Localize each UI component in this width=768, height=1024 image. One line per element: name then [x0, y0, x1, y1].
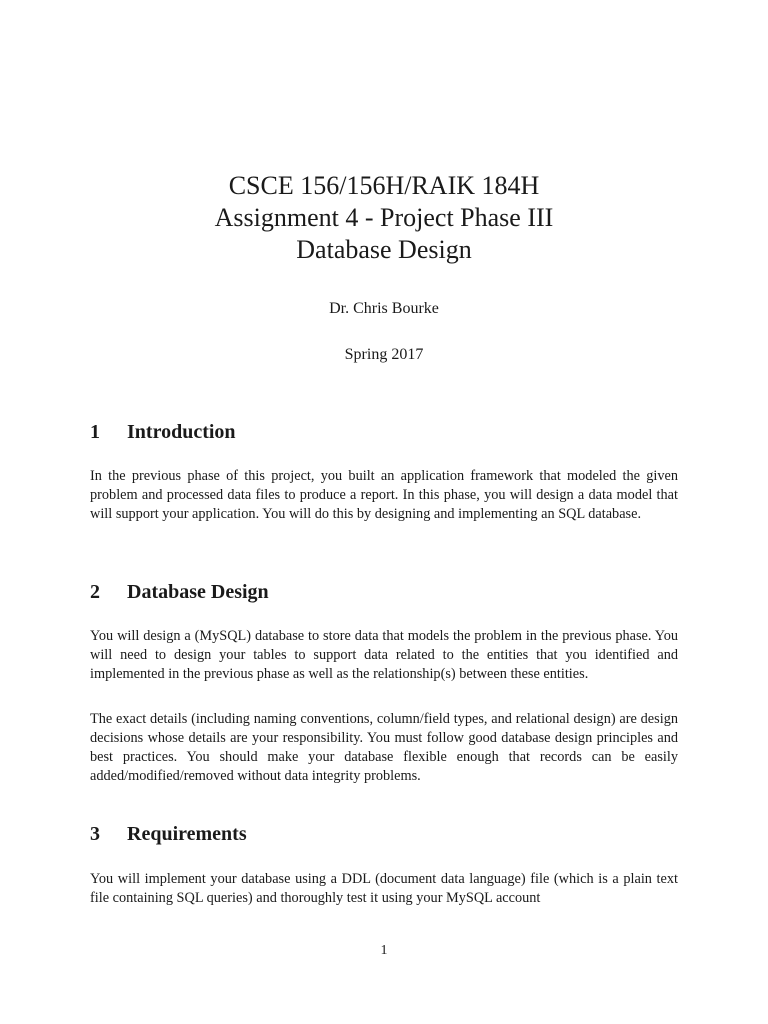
- title-course: CSCE 156/156H/RAIK 184H: [228, 171, 540, 200]
- paragraph: You will implement your database using a DDL (document data language) file (which is a plain text file containing SQL queries) and thoroughly test it using your MySQL account: [90, 871, 678, 906]
- section-number: 3: [90, 823, 100, 845]
- paragraph: In the previous phase of this project, you built an application framework that modeled the given problem and processed data files to produce a report. In this phase, you will design a data model that will support your application. You will do this by designing and implementing an SQL database.: [90, 468, 678, 522]
- page-number: 1: [380, 943, 388, 958]
- paragraph: You will design a (MySQL) database to store data that models the problem in the previous phase. You will need to design your tables to support data related to the entities that you identified and implemented in the previous phase as well as the relationship(s) between these entities.: [90, 628, 678, 682]
- section-number: 1: [90, 421, 100, 443]
- document-title: [0, 170, 768, 266]
- author: Dr. Chris Bourke: [329, 300, 439, 317]
- section-heading-database-design: [90, 579, 269, 605]
- paragraph: The exact details (including naming conventions, column/field types, and relational design) are design decisions whose details are your responsibility. You must follow good database design principles and best practices. You should make your database flexible enough that records can be easily added/modified/removed without data integrity problems.: [90, 711, 678, 784]
- title-topic: Database Design: [296, 235, 472, 264]
- section-title: Database Design: [127, 581, 269, 603]
- section-heading-requirements: [90, 821, 247, 847]
- date: Spring 2017: [344, 346, 424, 363]
- section-heading-introduction: [90, 419, 236, 445]
- section-number: 2: [90, 581, 100, 603]
- section-title: Introduction: [127, 421, 236, 443]
- section-title: Requirements: [127, 823, 247, 845]
- title-assignment: Assignment 4 - Project Phase III: [214, 203, 554, 232]
